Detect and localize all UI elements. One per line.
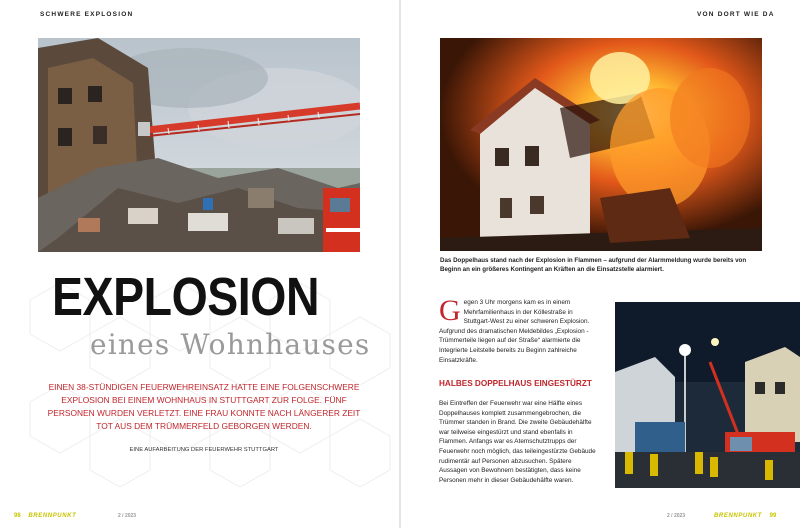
article-title: EXPLOSION	[52, 267, 320, 327]
left-page	[0, 0, 399, 528]
brand-logo-left: BRENNPUNKT	[28, 513, 77, 519]
page-number-right: 99	[769, 513, 777, 519]
footer-right	[714, 513, 776, 519]
running-head-left: SCHWERE EXPLOSION	[40, 11, 134, 18]
page-number-left: 98	[14, 513, 21, 519]
issue-left	[118, 513, 136, 519]
running-head-right: VON DORT WIE DA	[697, 11, 775, 18]
paragraph-2: Bei Eintreffen der Feuerwehr war eine Hälfte eines Doppelhauses komplett zusammengebrochen, die Trümmer standen in Brand. Die zweite Gebäudehälfte war teilweise eingestürzt und stand ebenfalls in Flammen. Anfangs war es Atemschutztrupps der Feuerwehr noch möglich, das teileingestürzte Gebäude rudimentär auf Personen abzusuchen. Spätere Aussagen von Bewohnern bestätigten, dass keine Personen mehr in dieser Gebäudehälfte waren.	[439, 400, 596, 484]
footer-left	[14, 513, 76, 519]
brand-logo-right: BRENNPUNKT	[714, 513, 762, 519]
photo-collapsed-house-ladder	[38, 38, 360, 252]
body-column-paragraph-2	[439, 399, 599, 485]
article-subtitle: eines Wohnhauses	[90, 328, 371, 361]
right-page	[401, 0, 800, 528]
body-column-paragraph-1	[439, 294, 599, 365]
photo-burning-house-night	[440, 38, 762, 251]
drop-cap: G	[439, 294, 461, 327]
issue-right	[667, 513, 685, 519]
issue-label-left: 2 / 2023	[118, 513, 137, 519]
byline: EINE AUFARBEITUNG DER FEUERWEHR STUTTGART	[129, 447, 279, 453]
photo-caption: Das Doppelhaus stand nach der Explosion in Flammen – aufgrund der Alarmmeldung wurde bereits von Beginn an ein größeres Kontingent an Kräften an die Einsatzstelle alarmiert.	[440, 257, 747, 273]
photo-firefighters-scene	[615, 302, 800, 488]
issue-label-right: 2 / 2023	[667, 513, 686, 519]
subheading: HALBES DOPPELHAUS EINGESTÜRZT	[439, 379, 592, 388]
intro-text: EINEN 38-STÜNDIGEN FEUERWEHREINSATZ HATTE EINE FOLGENSCHWERE EXPLOSION BEI EINEM WOHNHAUS IN STUTTGART ZUR FOLGE. FÜNF PERSONEN WURDEN VERLETZT. EINE FRAU KONNTE NACH LÄNGERER ZEIT TOT AUS DEM TRÜMMERFELD GEBORGEN WERDEN.	[47, 382, 361, 431]
paragraph-1: egen 3 Uhr morgens kam es in einem Mehrfamilienhaus in der Köllestraße in Stuttgart-West zu einer schweren Explosion. Aufgrund des dramatischen Meldebildes „Explosion - Trümmerteile liegen auf der Straße“ alarmierte die Integrierte Leitstelle bereits zu Beginn zahlreiche Einsatzkräfte.	[439, 299, 590, 364]
